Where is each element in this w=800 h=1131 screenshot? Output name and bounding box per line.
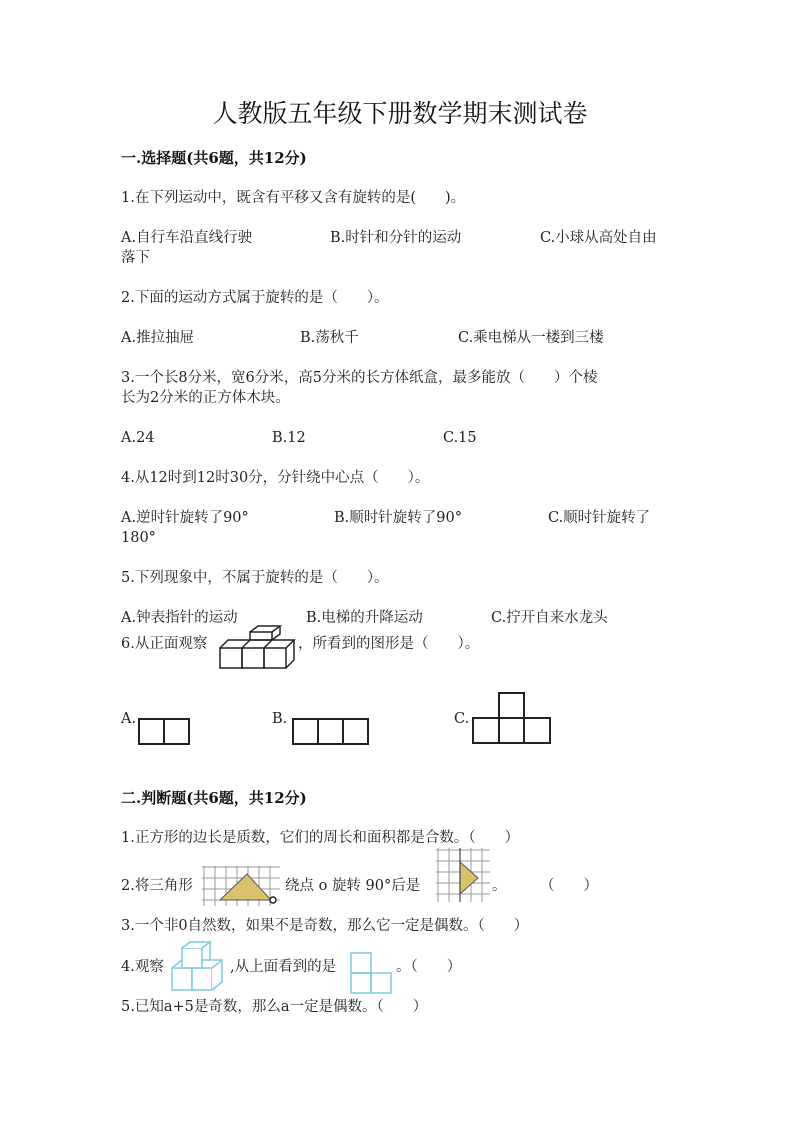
s1-q3-line2: 长为2分米的正方体木块。: [121, 390, 290, 406]
s1-q1-option-b: B.时针和分针的运动: [330, 230, 462, 246]
s1-q6-post: ，所看到的图形是（ ）。: [298, 636, 480, 652]
s1-q1-option-c-cont: 落下: [121, 250, 150, 266]
s1-q6-option-c-label: C.: [454, 711, 470, 727]
s2-q2-pre: 2.将三角形: [121, 878, 193, 894]
s2-q1-text: 1.正方形的边长是质数，它们的周长和面积都是合数。（ ）: [121, 830, 520, 846]
s1-q6-option-a-label: A.: [121, 711, 137, 727]
s1-q4-option-c: C.顺时针旋转了: [548, 510, 651, 526]
page-title: 人教版五年级下册数学期末测试卷: [212, 99, 588, 128]
option-b-front-view-icon: [292, 718, 372, 746]
s1-q3-line1: 3.一个长8分米，宽6分米，高5分米的长方体纸盒，最多能放（ ）个棱: [121, 370, 598, 386]
option-c-front-view-icon: [472, 692, 552, 746]
s1-q6-option-b-label: B.: [272, 711, 288, 727]
s1-q1-option-a: A.自行车沿直线行驶: [121, 230, 253, 246]
s1-q2-option-c: C.乘电梯从一楼到三楼: [458, 330, 604, 346]
s1-q5-option-b: B.电梯的升降运动: [306, 610, 423, 626]
top-view-figure: [350, 952, 394, 994]
s1-q2-text: 2.下面的运动方式属于旋转的是（ ）。: [121, 290, 389, 306]
blue-cubes-figure: [170, 940, 230, 996]
s1-q4-option-a: A.逆时针旋转了90°: [121, 510, 249, 526]
cube-stack-figure: [216, 630, 296, 670]
s1-q3-option-c: C.15: [443, 430, 477, 446]
section-2-heading: 二.判断题(共6题，共12分): [121, 789, 307, 807]
s1-q5-option-a: A.钟表指针的运动: [121, 610, 238, 626]
s2-q4-post: 。（ ）: [396, 959, 462, 975]
s2-q4-mid: ,从上面看到的是: [230, 959, 337, 975]
rotated-triangle-grid-figure: [436, 848, 492, 904]
s1-q5-option-c: C.拧开自来水龙头: [491, 610, 608, 626]
s1-q1-text: 1.在下列运动中，既含有平移又含有旋转的是( )。: [121, 190, 466, 206]
s2-q5-text: 5.已知a+5是奇数，那么a一定是偶数。（ ）: [121, 999, 428, 1015]
s1-q1-option-c: C.小球从高处自由: [540, 230, 657, 246]
s1-q4-text: 4.从12时到12时30分，分针绕中心点（ ）。: [121, 470, 430, 486]
s1-q4-option-c-cont: 180°: [121, 530, 156, 546]
s1-q2-option-b: B.荡秋千: [300, 330, 359, 346]
s1-q3-option-b: B.12: [272, 430, 306, 446]
triangle-grid-figure: [202, 866, 284, 906]
s1-q4-option-b: B.顺时针旋转了90°: [334, 510, 462, 526]
option-a-front-view-icon: [138, 718, 192, 746]
s2-q2-mid: 绕点 o 旋转 90°后是: [285, 878, 421, 894]
s1-q3-option-a: A.24: [121, 430, 155, 446]
s2-q4-pre: 4.观察: [121, 959, 164, 975]
s2-q3-text: 3.一个非0自然数，如果不是奇数，那么它一定是偶数。（ ）: [121, 918, 529, 934]
s2-q2-paren: （ ）: [540, 878, 598, 894]
s2-q2-post: 。: [492, 878, 507, 894]
s1-q5-text: 5.下列现象中，不属于旋转的是（ ）。: [121, 570, 389, 586]
section-1-heading: 一.选择题(共6题，共12分): [121, 149, 307, 167]
s1-q6-pre: 6.从正面观察: [121, 636, 208, 652]
s1-q2-option-a: A.推拉抽屉: [121, 330, 195, 346]
